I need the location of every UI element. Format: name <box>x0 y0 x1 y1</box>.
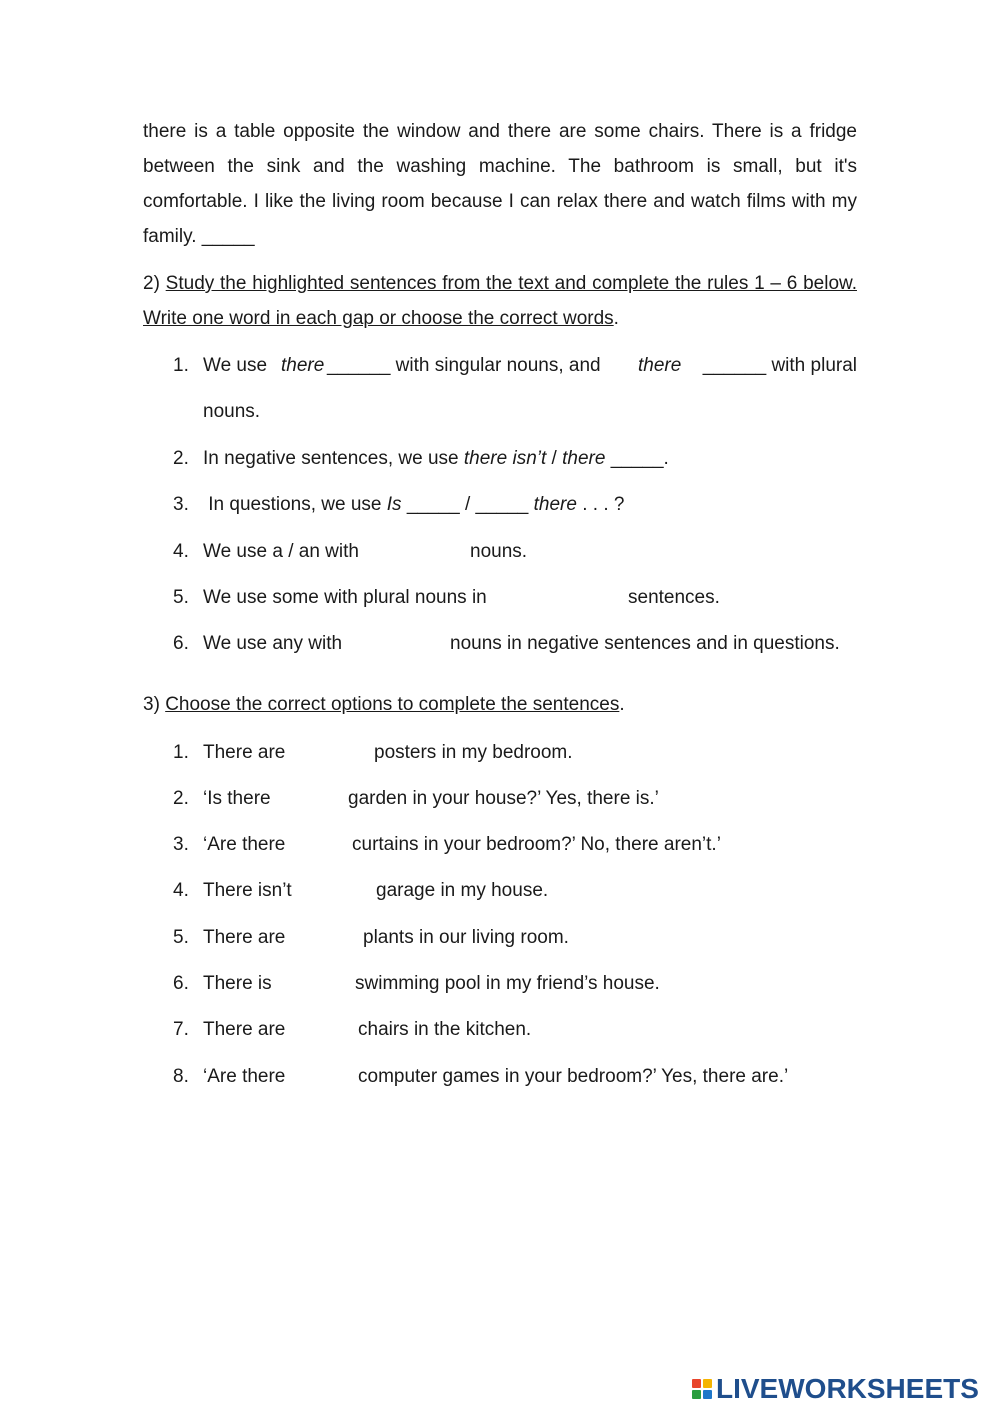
text-segment: 3. <box>173 834 189 855</box>
text-segment: _____. <box>605 448 669 469</box>
text-segment: 8. <box>173 1066 189 1087</box>
rule-6-end: nouns in negative sentences and in questions. <box>450 633 840 654</box>
logo-square-1 <box>692 1379 701 1388</box>
text-segment: There isn’t <box>203 880 292 901</box>
text-segment: ‘Is there <box>203 788 271 809</box>
exercise-item-end: swimming pool in my friend’s house. <box>355 973 660 994</box>
text-segment: There are <box>203 742 286 763</box>
rule-number: 1. <box>173 355 189 376</box>
exercise-item-end: garage in my house. <box>376 880 549 901</box>
rule-1-continued: nouns. <box>203 401 261 422</box>
intro-paragraph: there is a table opposite the window and there are some chairs. There is a fridge between the sink and the washing machine. The bathroom is small, but it's comfortable. I like the living room because I can relax there and watch films with my family. _____ <box>143 121 857 247</box>
exercise-item-end: posters in my bedroom. <box>374 742 573 763</box>
text-segment: We use <box>203 355 268 376</box>
text-segment: 3) <box>143 694 166 715</box>
exercise-item-end: computer games in your bedroom?’ Yes, there are.’ <box>358 1066 789 1087</box>
text-segment: ______ with singular nouns, and <box>327 355 601 376</box>
text-segment: . . . ? <box>576 494 625 515</box>
logo-square-4 <box>703 1390 712 1399</box>
text-segment: ‘Are there <box>203 834 286 855</box>
rule-5-end: sentences. <box>628 587 720 608</box>
text-segment: 6. <box>173 633 189 654</box>
text-segment: _____ / _____ <box>401 494 534 515</box>
logo-mark-icon <box>692 1379 712 1399</box>
text-segment: We use some with plural nouns in <box>203 587 487 608</box>
text-segment: 5. <box>173 587 189 608</box>
text-segment: In questions, we use <box>203 494 387 515</box>
text-segment: there <box>281 355 325 376</box>
logo-square-2 <box>703 1379 712 1388</box>
task2-instruction: Study the highlighted sentences from the text and complete the rules 1 – 6 below. Write one word in each gap or choose the correct words <box>143 273 857 329</box>
text-segment: 5. <box>173 927 189 948</box>
text-segment: 3. <box>173 494 189 515</box>
text-segment: there <box>562 448 606 469</box>
rule-4-end: nouns. <box>470 541 528 562</box>
exercise-item-end: garden in your house?’ Yes, there is.’ <box>348 788 659 809</box>
text-segment: / <box>546 448 563 469</box>
logo-text: LIVEWORKSHEETS <box>716 1373 979 1404</box>
rule-1-line <box>203 355 857 377</box>
task2-heading <box>143 266 857 336</box>
text-segment: In negative sentences, we use <box>203 448 464 469</box>
task3-instruction: Choose the correct options to complete the sentences <box>165 694 620 715</box>
liveworksheets-logo[interactable] <box>692 1374 979 1404</box>
text-segment: 2. <box>173 448 189 469</box>
text-segment: We use any with <box>203 633 343 654</box>
text-segment: There are <box>203 927 286 948</box>
exercise-item-end: plants in our living room. <box>363 927 569 948</box>
text-segment: 4. <box>173 541 189 562</box>
exercise-item-end: chairs in the kitchen. <box>358 1019 532 1040</box>
text-segment: there isn’t <box>463 448 547 469</box>
logo-square-3 <box>692 1390 701 1399</box>
text-segment: ‘Are there <box>203 1066 286 1087</box>
text-segment: there <box>638 355 682 376</box>
text-segment: . <box>613 308 619 329</box>
task2-number: 2) <box>143 273 166 294</box>
text-segment: 6. <box>173 973 189 994</box>
text-segment: 4. <box>173 880 189 901</box>
text-segment: We use a / an with <box>203 541 359 562</box>
exercise-item-end: curtains in your bedroom?’ No, there aren’t.’ <box>352 834 721 855</box>
text-segment: . <box>619 694 625 715</box>
task3-heading <box>143 687 857 722</box>
text-segment: Is <box>386 494 402 515</box>
text-segment: 7. <box>173 1019 189 1040</box>
text-segment: 2. <box>173 788 189 809</box>
text-segment: 1. <box>173 742 189 763</box>
text-segment: there <box>533 494 577 515</box>
text-segment: There are <box>203 1019 286 1040</box>
text-segment: ______ with plural <box>702 355 857 376</box>
text-segment: There is <box>203 973 272 994</box>
